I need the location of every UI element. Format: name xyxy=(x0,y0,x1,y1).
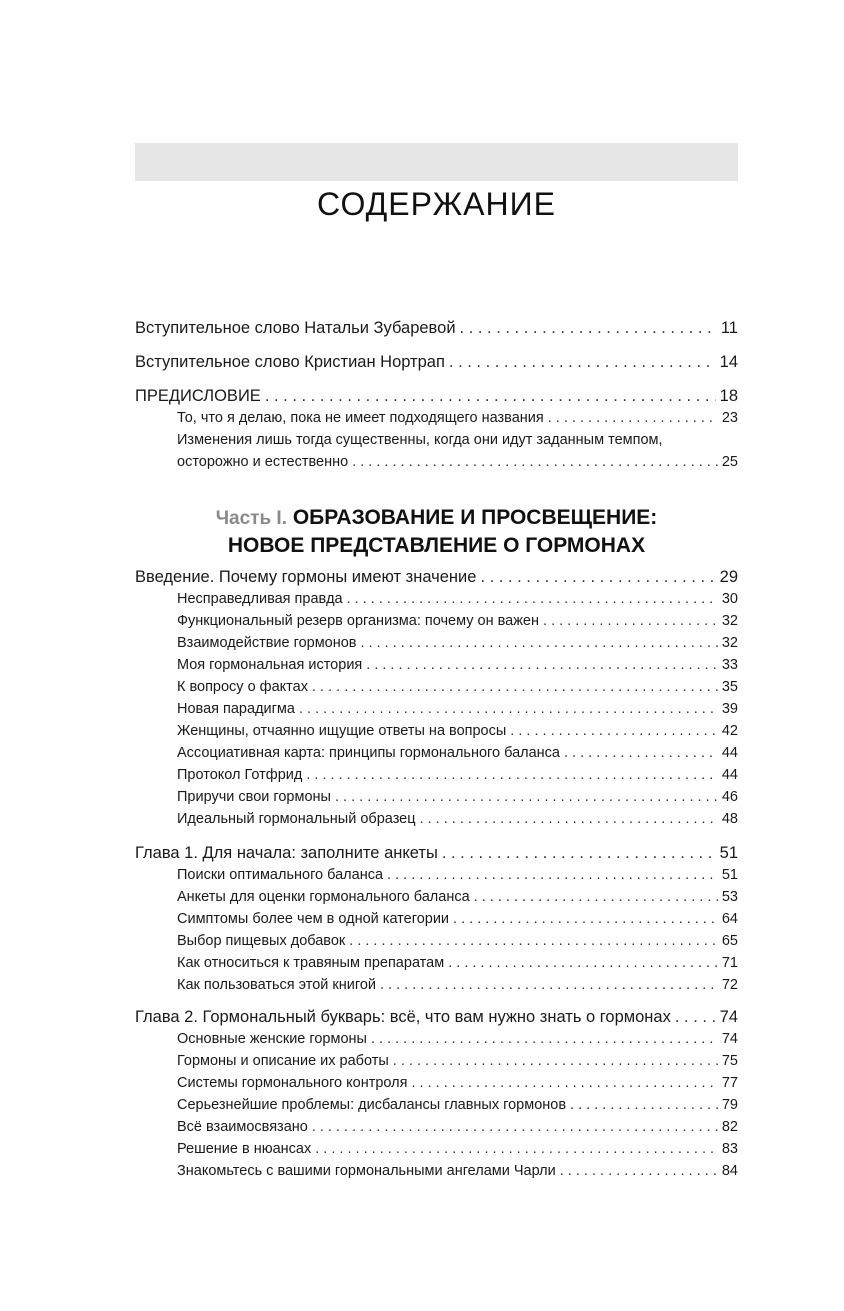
toc-subentry[interactable] xyxy=(135,742,738,764)
entry-page: 44 xyxy=(721,745,738,761)
entry-page: 65 xyxy=(721,933,738,949)
toc-entry[interactable] xyxy=(135,351,738,373)
toc-subentry[interactable] xyxy=(135,588,738,610)
toc-subentry[interactable] xyxy=(135,930,738,952)
entry-page: 64 xyxy=(721,911,738,927)
toc-entry[interactable] xyxy=(135,1006,738,1028)
toc-subentry[interactable] xyxy=(135,1116,738,1138)
entry-title: Знакомьтесь с вашими гормональными ангелами Чарли xyxy=(177,1163,556,1179)
entry-title: Серьезнейшие проблемы: дисбалансы главных гормонов xyxy=(177,1097,567,1113)
entry-title: Выбор пищевых добавок xyxy=(177,933,346,949)
toc-subentry[interactable] xyxy=(135,654,738,676)
page-title: СОДЕРЖАНИЕ xyxy=(317,186,556,222)
entry-page: 29 xyxy=(719,568,738,586)
entry-title: Симптомы более чем в одной категории xyxy=(177,911,450,927)
entry-title: Идеальный гормональный образец xyxy=(177,811,416,827)
toc-subentry[interactable] xyxy=(135,1160,738,1182)
toc-subentry[interactable] xyxy=(135,1094,738,1116)
toc-subentry[interactable] xyxy=(135,974,738,996)
entry-page: 74 xyxy=(721,1031,738,1047)
front-matter xyxy=(135,317,738,473)
entry-title: осторожно и естественно xyxy=(177,454,349,470)
entry-title: Функциональный резерв организма: почему он важен xyxy=(177,613,540,629)
entry-title: ПРЕДИСЛОВИЕ xyxy=(135,387,261,405)
entry-page: 42 xyxy=(721,723,738,739)
entry-page: 82 xyxy=(721,1119,738,1135)
entry-title: Несправедливая правда xyxy=(177,591,343,607)
entry-title: То, что я делаю, пока не имеет подходящего названия xyxy=(177,410,544,426)
entry-page: 77 xyxy=(721,1075,738,1091)
toc-subentry[interactable] xyxy=(135,676,738,698)
entry-title: Ассоциативная карта: принципы гормонального баланса xyxy=(177,745,560,761)
entry-title: Как относиться к травяным препаратам xyxy=(177,955,445,971)
toc-subentry[interactable] xyxy=(135,610,738,632)
entry-title: Моя гормональная история xyxy=(177,657,363,673)
entry-page: 35 xyxy=(721,679,738,695)
entry-title: Взаимодействие гормонов xyxy=(177,635,357,651)
part-heading xyxy=(135,504,738,559)
entry-page: 32 xyxy=(721,613,738,629)
toc-entry[interactable] xyxy=(135,317,738,339)
toc-subentry[interactable] xyxy=(135,1050,738,1072)
toc-subentry[interactable] xyxy=(135,764,738,786)
entry-title: Гормоны и описание их работы xyxy=(177,1053,389,1069)
toc-subentry[interactable] xyxy=(135,451,738,473)
toc-subentry[interactable] xyxy=(135,1138,738,1160)
toc-subentry[interactable] xyxy=(135,952,738,974)
toc-subentry[interactable] xyxy=(135,864,738,886)
entry-title-line: Изменения лишь тогда существенны, когда они идут заданным темпом, xyxy=(177,432,663,448)
toc-entry[interactable] xyxy=(135,842,738,864)
entry-title: Вступительное слово Натальи Зубаревой xyxy=(135,319,456,337)
toc-subentry[interactable] xyxy=(135,808,738,830)
entry-title: Решение в нюансах xyxy=(177,1141,312,1157)
toc-entry[interactable] xyxy=(135,566,738,588)
entry-title: К вопросу о фактах xyxy=(177,679,308,695)
entry-page: 72 xyxy=(721,977,738,993)
intro-section xyxy=(135,566,738,830)
entry-page: 74 xyxy=(719,1008,738,1026)
entry-title: Новая парадигма xyxy=(177,701,295,717)
toc-subentry[interactable] xyxy=(135,908,738,930)
entry-page: 18 xyxy=(719,387,738,405)
part-label: Часть I. xyxy=(215,508,287,529)
entry-title: Системы гормонального контроля xyxy=(177,1075,408,1091)
toc-subentry[interactable] xyxy=(135,720,738,742)
toc-subentry[interactable] xyxy=(135,786,738,808)
entry-title: Глава 2. Гормональный букварь: всё, что вам нужно знать о гормонах xyxy=(135,1008,671,1026)
toc-subentry[interactable] xyxy=(135,886,738,908)
entry-title: Введение. Почему гормоны имеют значение xyxy=(135,568,477,586)
entry-page: 30 xyxy=(721,591,738,607)
entry-title: Анкеты для оценки гормонального баланса xyxy=(177,889,470,905)
toc-entry[interactable] xyxy=(135,385,738,407)
chapter2-section xyxy=(135,1006,738,1182)
entry-page: 44 xyxy=(721,767,738,783)
part-title-line1: ОБРАЗОВАНИЕ И ПРОСВЕЩЕНИЕ: xyxy=(292,506,658,529)
toc-subentry[interactable] xyxy=(135,698,738,720)
entry-page: 25 xyxy=(721,454,738,470)
toc-subentry[interactable] xyxy=(135,407,738,429)
entry-page: 39 xyxy=(721,701,738,717)
entry-page: 46 xyxy=(721,789,738,805)
entry-title: Как пользоваться этой книгой xyxy=(177,977,376,993)
entry-title: Женщины, отчаянно ищущие ответы на вопросы xyxy=(177,723,507,739)
entry-title: Поиски оптимального баланса xyxy=(177,867,384,883)
entry-title: Всё взаимосвязано xyxy=(177,1119,308,1135)
entry-page: 71 xyxy=(721,955,738,971)
entry-page: 51 xyxy=(719,844,738,862)
entry-page: 83 xyxy=(721,1141,738,1157)
header-bar xyxy=(135,143,738,181)
entry-page: 23 xyxy=(721,410,738,426)
entry-page: 11 xyxy=(720,319,738,337)
entry-page: 53 xyxy=(721,889,738,905)
entry-page: 14 xyxy=(719,353,738,371)
entry-page: 79 xyxy=(721,1097,738,1113)
entry-page: 48 xyxy=(721,811,738,827)
entry-page: 51 xyxy=(721,867,738,883)
entry-title: Вступительное слово Кристиан Нортрап xyxy=(135,353,445,371)
entry-page: 32 xyxy=(721,635,738,651)
toc-subentry[interactable] xyxy=(135,1028,738,1050)
toc-subentry[interactable] xyxy=(135,632,738,654)
entry-page: 33 xyxy=(721,657,738,673)
entry-page: 75 xyxy=(721,1053,738,1069)
entry-title: Протокол Готфрид xyxy=(177,767,303,783)
chapter1-section xyxy=(135,842,738,996)
entry-title: Приручи свои гормоны xyxy=(177,789,331,805)
entry-title: Основные женские гормоны xyxy=(177,1031,367,1047)
part-title-line2: НОВОЕ ПРЕДСТАВЛЕНИЕ О ГОРМОНАХ xyxy=(227,534,646,557)
toc-subentry[interactable] xyxy=(135,1072,738,1094)
entry-title: Глава 1. Для начала: заполните анкеты xyxy=(135,844,438,862)
entry-page: 84 xyxy=(721,1163,738,1179)
